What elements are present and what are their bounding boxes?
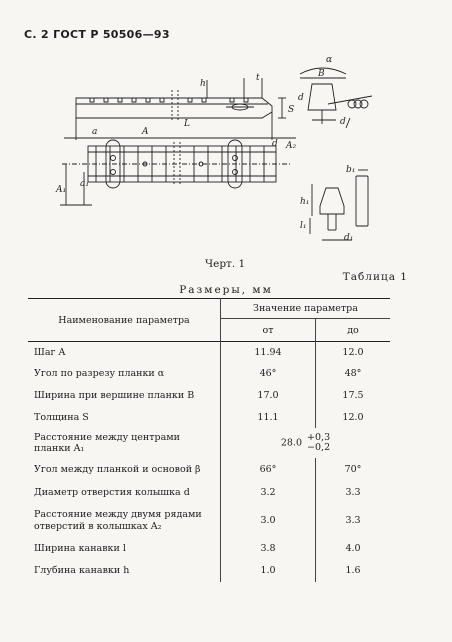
table-title: Размеры, мм	[179, 284, 273, 296]
bar-plan-view	[60, 138, 296, 205]
svg-text:l₁: l₁	[300, 221, 307, 231]
table-row: Расстояние между центрами планки A₁ 28.0 +0,3 −0,2	[28, 428, 390, 458]
svg-text:d₁: d₁	[344, 233, 354, 243]
tolerance: +0,3 −0,2	[307, 431, 331, 453]
bar-side-view	[76, 78, 286, 140]
svg-text:a: a	[92, 127, 98, 137]
table-row: Шаг A 11.94 12.0	[28, 342, 390, 363]
table-row: Толщина S 11.1 12.0	[28, 407, 390, 428]
table-row: Ширина канавки l 3.8 4.0	[28, 538, 390, 560]
page-header: С. 2 ГОСТ Р 50506—93	[24, 28, 170, 41]
technical-drawing	[0, 0, 452, 260]
parameters-table	[28, 298, 390, 582]
svg-text:t: t	[256, 73, 260, 83]
svg-text:d: d	[298, 93, 304, 103]
header-value-group: Значение параметра	[221, 299, 391, 319]
header-name: Наименование параметра	[28, 299, 221, 342]
svg-text:h: h	[200, 79, 206, 89]
header-from: от	[221, 319, 316, 342]
table-row: Ширина при вершине планки B 17.0 17.5	[28, 385, 390, 407]
cross-section	[300, 68, 372, 128]
svg-text:B: B	[318, 69, 325, 79]
svg-text:A: A	[142, 127, 149, 137]
svg-text:L: L	[184, 119, 190, 129]
pin-detail	[310, 170, 368, 240]
svg-text:a₁: a₁	[80, 179, 89, 189]
table-header-row	[28, 299, 390, 319]
table-row: Расстояние между двумя рядами отверстий в колышках A₂ 3.0 3.3	[28, 504, 390, 538]
table-row: Угол между планкой и основой β 66° 70°	[28, 458, 390, 482]
table-number: Таблица 1	[342, 271, 408, 283]
svg-text:A₂: A₂	[286, 141, 297, 151]
svg-text:d: d	[272, 139, 278, 149]
svg-text:d: d	[340, 117, 346, 127]
table-row: Глубина канавки h 1.0 1.6	[28, 560, 390, 582]
svg-text:b₁: b₁	[346, 165, 356, 175]
figure-caption: Черт. 1	[205, 258, 246, 270]
header-to: до	[316, 319, 391, 342]
svg-text:h₁: h₁	[300, 197, 310, 207]
svg-text:S: S	[288, 105, 295, 115]
table-row: Диаметр отверстия колышка d 3.2 3.3	[28, 482, 390, 504]
svg-text:α: α	[326, 55, 333, 65]
svg-text:A₁: A₁	[56, 185, 67, 195]
merged-value-cell: 28.0 +0,3 −0,2	[280, 431, 331, 453]
table-row: Угол по разрезу планки α 46° 48°	[28, 363, 390, 385]
